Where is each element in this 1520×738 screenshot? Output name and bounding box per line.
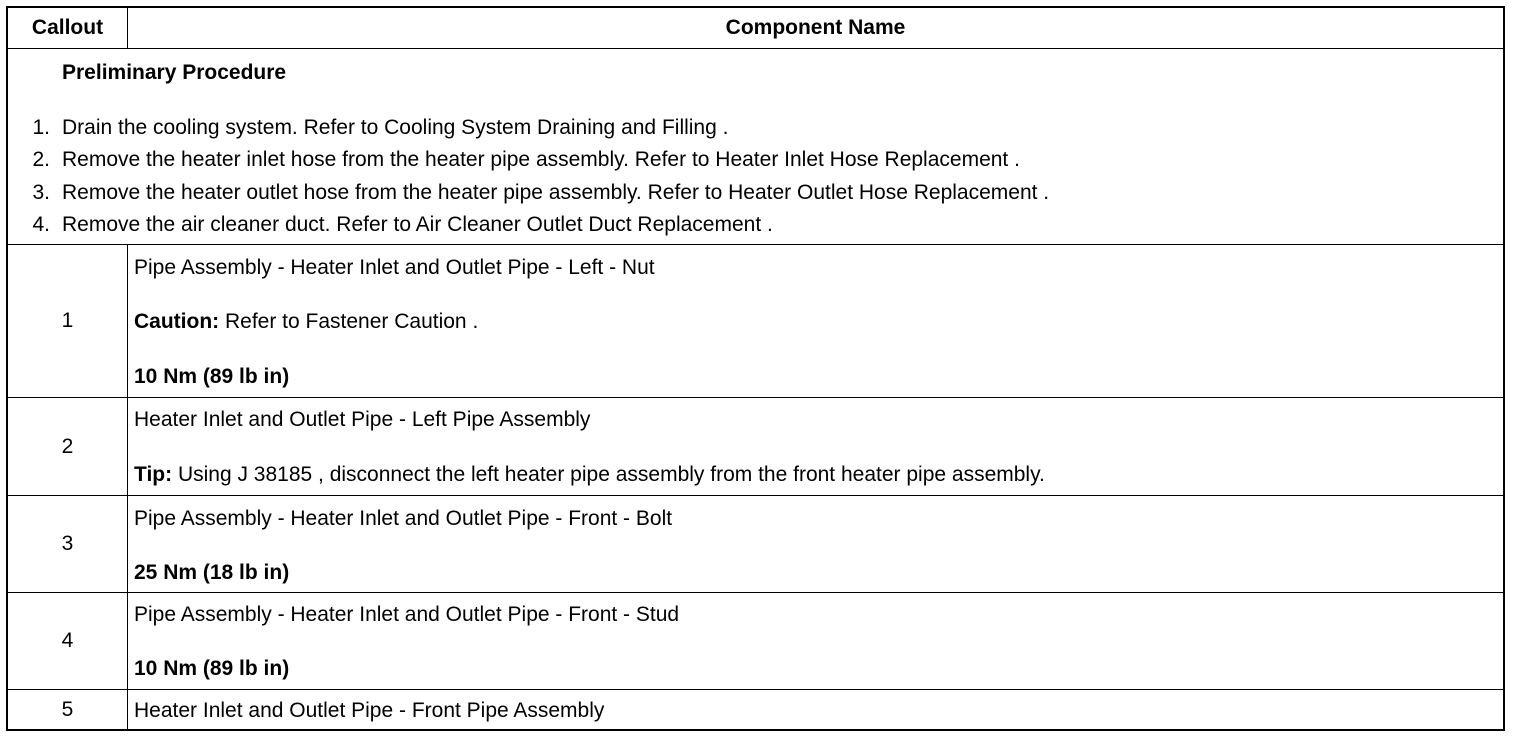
tip-label: Tip: (134, 463, 173, 486)
step-text: Drain the cooling system. Refer to Cooling System Draining and Filling . (62, 116, 729, 139)
component-cell (128, 496, 1503, 592)
torque-spec: 10 Nm (89 lb in) (134, 657, 290, 680)
step-text: Remove the air cleaner duct. Refer to Air Cleaner Outlet Duct Replacement . (62, 213, 773, 236)
callout-number: 4 (61, 629, 74, 652)
table-row (8, 496, 1503, 592)
step-text: Remove the heater outlet hose from the heater pipe assembly. Refer to Heater Outlet Hose Replacement . (62, 181, 1050, 204)
table-row (8, 593, 1503, 689)
step-text: Remove the heater inlet hose from the heater pipe assembly. Refer to Heater Inlet Hose Replacement . (62, 148, 1020, 171)
component-name: Pipe Assembly - Heater Inlet and Outlet Pipe - Front - Stud (134, 603, 680, 626)
table-row (8, 690, 1503, 729)
step-number: 1. (32, 116, 50, 139)
component-name: Heater Inlet and Outlet Pipe - Front Pipe Assembly (134, 699, 605, 722)
tip-note (134, 463, 1045, 487)
component-cell (128, 593, 1503, 689)
component-table (6, 6, 1505, 731)
step-number: 3. (32, 181, 50, 204)
preliminary-section (8, 8, 1503, 244)
tip-text: Using J 38185 , disconnect the left heater pipe assembly from the front heater pipe assembly. (172, 463, 1045, 486)
header-callout: Callout (31, 16, 104, 39)
component-name: Heater Inlet and Outlet Pipe - Left Pipe Assembly (134, 408, 591, 431)
torque-spec: 10 Nm (89 lb in) (134, 365, 290, 388)
callout-number: 2 (61, 434, 74, 458)
table-row (8, 398, 1503, 495)
callout-number: 3 (61, 532, 74, 555)
callout-number: 1 (61, 309, 74, 332)
caution-text: Refer to Fastener Caution . (219, 310, 479, 333)
caution-note (134, 310, 478, 334)
divider (127, 245, 128, 729)
step-number: 4. (32, 213, 50, 236)
step-number: 2. (32, 148, 50, 171)
preliminary-title: Preliminary Procedure (62, 61, 287, 84)
caution-label: Caution: (134, 310, 220, 333)
component-cell (128, 398, 1503, 495)
component-name: Pipe Assembly - Heater Inlet and Outlet Pipe - Left - Nut (134, 256, 655, 279)
component-cell (128, 245, 1503, 397)
callout-number: 5 (61, 697, 74, 721)
component-name: Pipe Assembly - Heater Inlet and Outlet Pipe - Front - Bolt (134, 507, 673, 530)
header-component-label: Component Name (725, 16, 906, 39)
component-cell (128, 690, 1503, 729)
table-row (8, 245, 1503, 397)
torque-spec: 25 Nm (18 lb in) (134, 561, 290, 584)
